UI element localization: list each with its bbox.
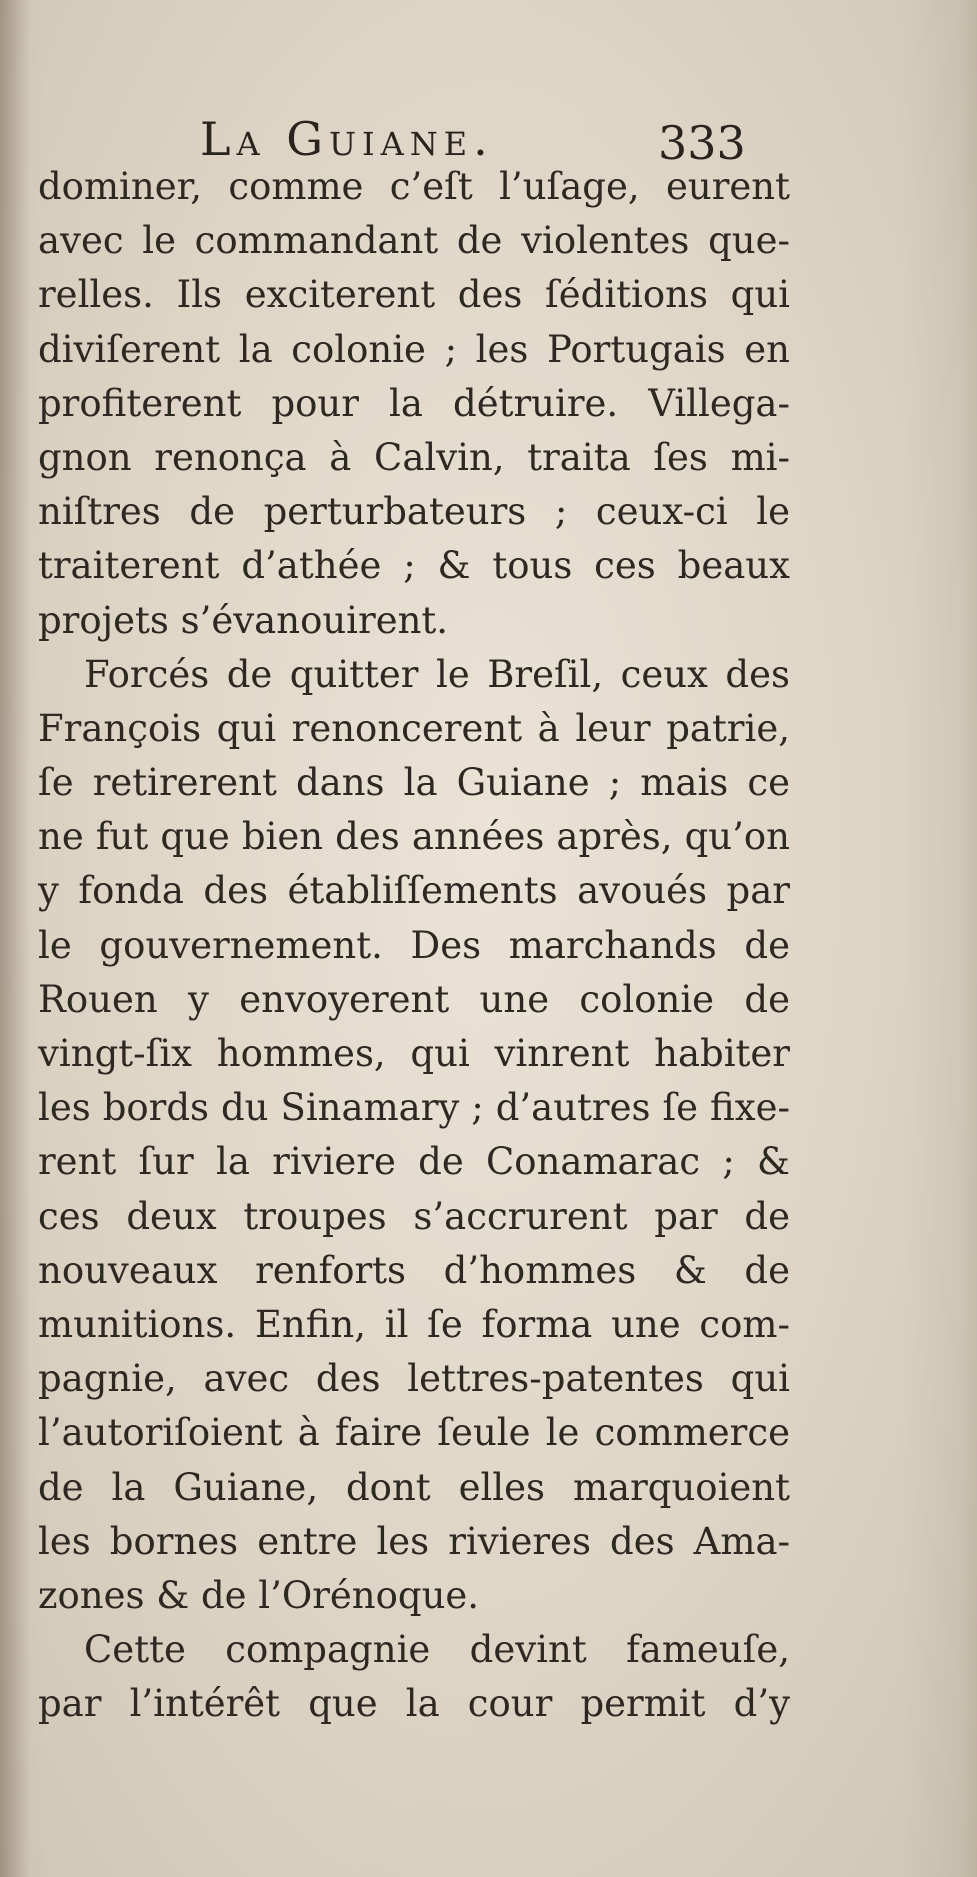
gutter-shadow — [0, 0, 30, 1877]
text-line: y fonda des établiſſements avoués par — [38, 869, 790, 913]
text-line: relles. Ils exciterent des ſéditions qui — [38, 273, 790, 317]
text-block — [38, 160, 790, 1731]
text-line: François qui renoncerent à leur patrie, — [38, 706, 790, 750]
text-line: les bornes entre les rivieres des Ama- — [38, 1519, 790, 1563]
text-line: ſe retirerent dans la Guiane ; mais ce — [38, 761, 790, 805]
text-line: nouveaux renforts d’hommes & de — [38, 1248, 790, 1292]
text-line: niſtres de perturbateurs ; ceux-ci le — [38, 490, 790, 534]
text-line: gnon renonça à Calvin, traita ſes mi- — [38, 435, 790, 479]
text-line: projets s’évanouirent. — [38, 598, 449, 642]
text-line: diviſerent la colonie ; les Portugais en — [38, 327, 790, 371]
text-line: l’autoriſoient à faire ſeule le commerce — [38, 1411, 790, 1455]
text-line: avec le commandant de violentes que- — [38, 219, 790, 263]
paragraph-start-line: Forcés de quitter le Breſil, ceux des — [84, 652, 790, 696]
text-line: les bords du Sinamary ; d’autres ſe fixe- — [38, 1086, 790, 1130]
paragraph-start-line: Cette compagnie devint fameuſe, — [84, 1628, 790, 1672]
text-line: vingt-ſix hommes, qui vinrent habiter — [38, 1032, 790, 1075]
text-line: Rouen y envoyerent une colonie de — [38, 977, 790, 1021]
text-line: rent ſur la riviere de Conamarac ; & — [38, 1140, 790, 1184]
text-line: traiterent d’athée ; & tous ces beaux — [38, 544, 790, 588]
text-line: zones & de l’Orénoque. — [38, 1573, 480, 1617]
text-line: dominer, comme c’eſt l’uſage, eurent — [38, 165, 790, 208]
text-line: par l’intérêt que la cour permit d’y — [38, 1682, 790, 1726]
text-line: le gouvernement. Des marchands de — [38, 923, 790, 967]
text-line: ne fut que bien des années après, qu’on — [38, 815, 790, 859]
text-line: pagnie, avec des lettres-patentes qui — [38, 1357, 790, 1401]
running-title: La Guiane. — [200, 112, 494, 166]
text-line: munitions. Enfin, il ſe forma une com- — [38, 1302, 790, 1346]
text-line: de la Guiane, dont elles marquoient — [38, 1465, 790, 1509]
text-line: ces deux troupes s’accrurent par de — [38, 1194, 790, 1238]
page-number: 333 — [658, 116, 746, 170]
text-line: profiterent pour la détruire. Villega- — [38, 381, 790, 425]
